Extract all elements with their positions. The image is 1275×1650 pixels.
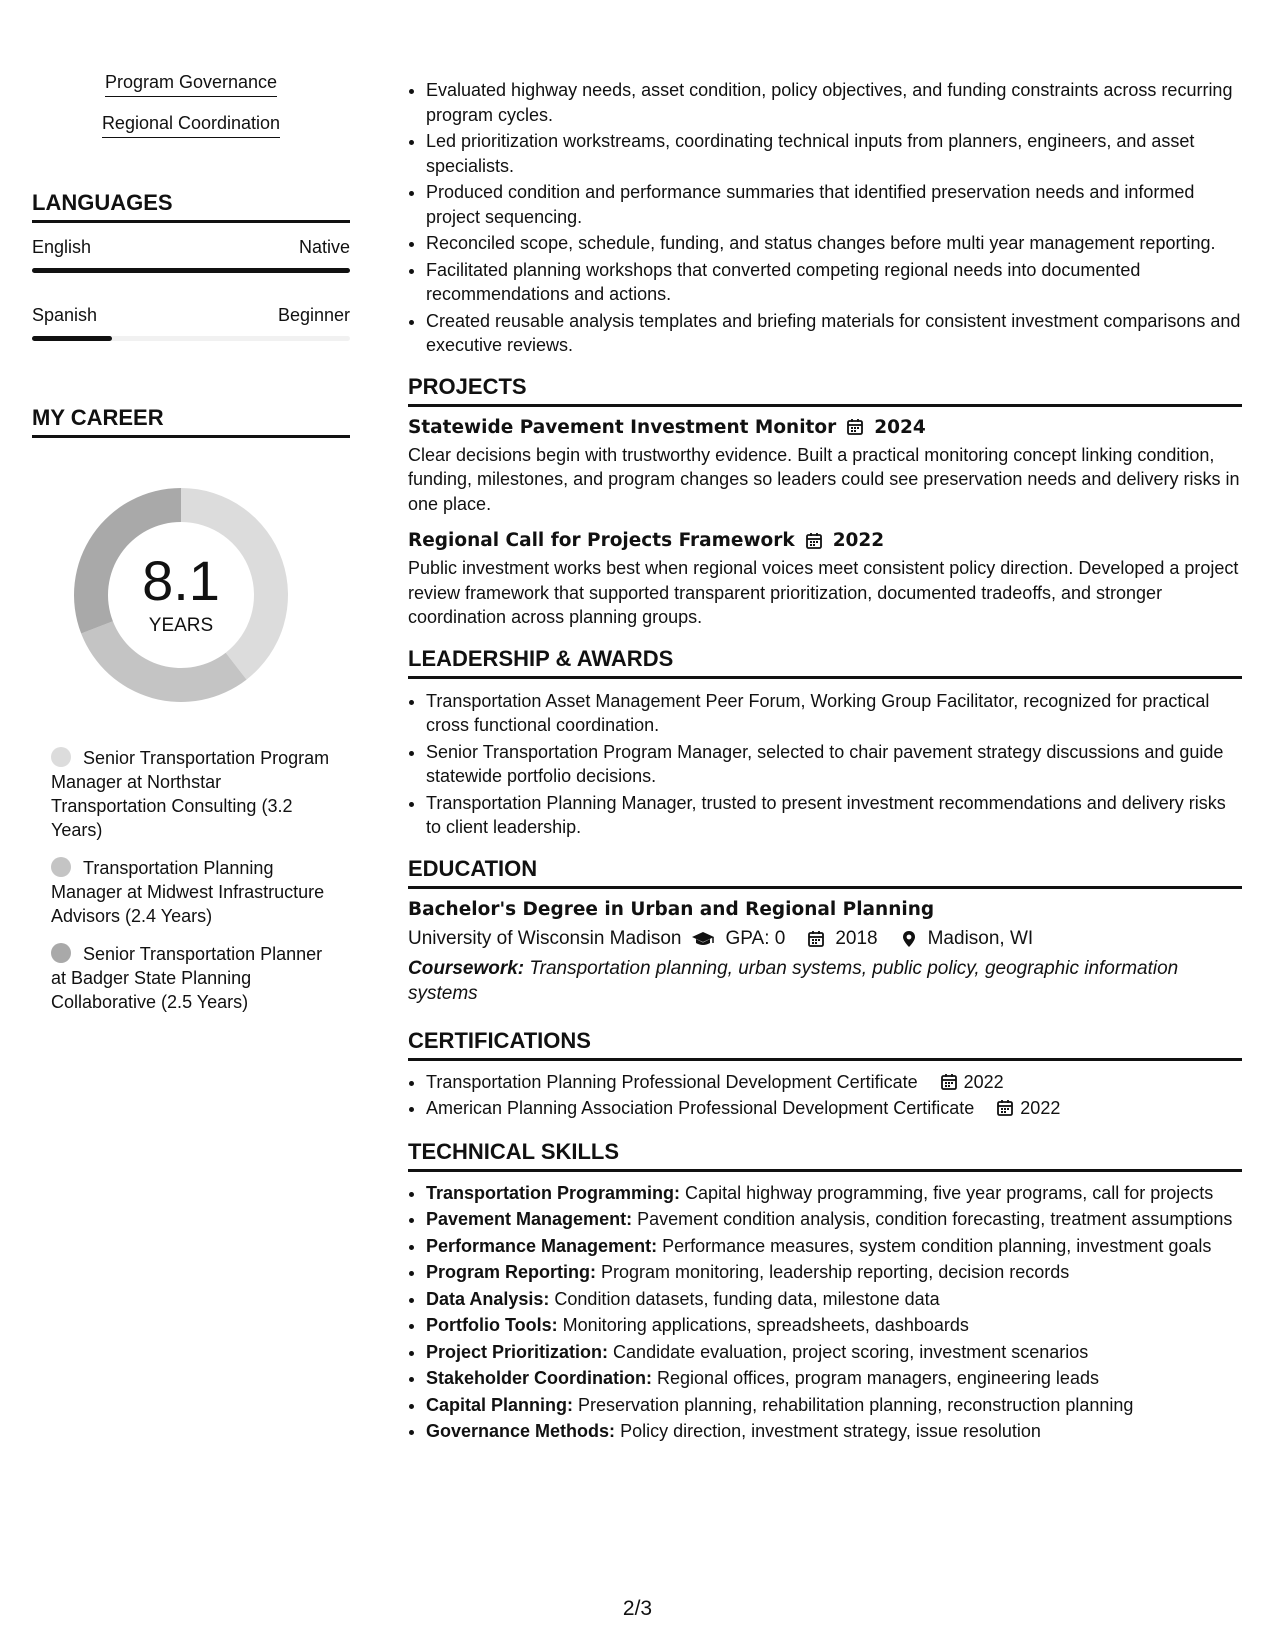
experience-bullet: • Produced condition and performance summaries that identified preservation needs and informed project sequencing. bbox=[426, 180, 1242, 229]
skill-category: Performance Management: bbox=[426, 1235, 658, 1256]
certification-year: 2022 bbox=[963, 1071, 1004, 1092]
graduation-cap-icon bbox=[691, 930, 715, 948]
career-legend-item bbox=[51, 942, 331, 1014]
page-number: 2/3 bbox=[622, 1597, 653, 1620]
projects-section bbox=[408, 374, 1242, 630]
skill-item bbox=[426, 1207, 1242, 1232]
project-description: Clear decisions begin with trustworthy evidence. Built a practical monitoring concept linking condition, funding, milestones, and program changes so leaders could see preservation needs and delivery risks in one place. bbox=[408, 444, 1240, 514]
school-name: University of Wisconsin Madison bbox=[408, 927, 682, 949]
leadership-heading: LEADERSHIP & AWARDS bbox=[408, 646, 1242, 679]
certification-item bbox=[426, 1096, 1242, 1121]
leadership-item: • Transportation Asset Management Peer Forum, Working Group Facilitator, recognized for practical cross functional coordination. bbox=[426, 689, 1242, 738]
certifications-section bbox=[408, 1028, 1242, 1121]
experience-bullet: • Reconciled scope, schedule, funding, and status changes before multi year management reporting. bbox=[426, 231, 1242, 256]
language-level: Native bbox=[298, 237, 350, 257]
legend-label: Transportation Planning Manager at Midwest Infrastructure Advisors (2.4 Years) bbox=[51, 858, 325, 926]
education-heading: EDUCATION bbox=[408, 856, 1242, 889]
leadership-list bbox=[408, 689, 1242, 840]
project-item bbox=[408, 530, 1242, 630]
skill-detail: Candidate evaluation, project scoring, investment scenarios bbox=[613, 1341, 1089, 1362]
language-level: Beginner bbox=[277, 305, 350, 325]
calendar-icon bbox=[940, 1073, 958, 1091]
skill-detail: Performance measures, system condition planning, investment goals bbox=[662, 1235, 1212, 1256]
education-section bbox=[408, 856, 1242, 1006]
languages-heading: LANGUAGES bbox=[32, 190, 350, 223]
skill-detail: Policy direction, investment strategy, issue resolution bbox=[620, 1421, 1041, 1441]
career-legend-item bbox=[51, 746, 331, 842]
career-total bbox=[66, 480, 296, 710]
project-title: Statewide Pavement Investment Monitor bbox=[408, 416, 837, 438]
skill-item bbox=[426, 1419, 1242, 1444]
project-year: 2024 bbox=[874, 416, 926, 438]
legend-dot bbox=[51, 943, 71, 963]
skill-detail: Regional offices, program managers, engineering leads bbox=[657, 1368, 1099, 1388]
project-description: Public investment works best when regional voices meet consistent policy direction. Developed a project review framework that supported transparent prioritization, documented tradeoffs, and stronger coordination across planning groups. bbox=[408, 558, 1239, 627]
coursework-label: Coursework: bbox=[408, 957, 525, 979]
experience-bullet: • Created reusable analysis templates and briefing materials for consistent investment comparisons and executive reviews. bbox=[426, 309, 1242, 358]
skill-item bbox=[426, 1393, 1242, 1418]
skill-item bbox=[426, 1340, 1242, 1365]
language-proficiency-fill bbox=[32, 336, 112, 341]
calendar-icon bbox=[805, 532, 823, 550]
main-content bbox=[408, 78, 1242, 1446]
skill-category: Portfolio Tools: bbox=[426, 1315, 558, 1335]
skill-detail: Program monitoring, leadership reporting, decision records bbox=[601, 1262, 1070, 1282]
language-proficiency-fill bbox=[32, 268, 350, 273]
skill-item bbox=[426, 1181, 1242, 1206]
skill-item bbox=[426, 1366, 1242, 1391]
language-proficiency-bar bbox=[32, 268, 350, 273]
skill-item bbox=[426, 1234, 1242, 1259]
skill-category: Program Reporting: bbox=[426, 1262, 597, 1282]
skill-detail: Condition datasets, funding data, milestone data bbox=[554, 1288, 940, 1309]
leadership-item: • Transportation Planning Manager, trusted to present investment recommendations and delivery risks to client leadership. bbox=[426, 791, 1242, 840]
skill-category: Data Analysis: bbox=[426, 1288, 550, 1309]
language-item bbox=[32, 237, 350, 273]
education-meta bbox=[408, 928, 1242, 950]
project-title: Regional Call for Projects Framework bbox=[408, 530, 795, 551]
language-name: English bbox=[32, 237, 92, 257]
skills-section bbox=[408, 1139, 1242, 1444]
career-legend-item bbox=[51, 856, 331, 928]
gpa: GPA: 0 bbox=[725, 927, 786, 949]
languages-list bbox=[32, 237, 350, 341]
skills-list bbox=[408, 1181, 1242, 1444]
skill-category: Stakeholder Coordination: bbox=[426, 1368, 653, 1388]
legend-dot bbox=[51, 747, 71, 767]
language-name: Spanish bbox=[32, 305, 98, 325]
certification-year: 2022 bbox=[1020, 1098, 1061, 1118]
coursework bbox=[408, 956, 1242, 1006]
certifications-heading: CERTIFICATIONS bbox=[408, 1028, 1242, 1061]
projects-heading: PROJECTS bbox=[408, 374, 1242, 407]
career-total-unit: YEARS bbox=[148, 615, 214, 636]
legend-label: Senior Transportation Planner at Badger State Planning Collaborative (2.5 Years) bbox=[51, 944, 323, 1012]
experience-bullet: • Led prioritization workstreams, coordinating technical inputs from planners, engineers, and asset specialists. bbox=[426, 129, 1242, 178]
certifications-list bbox=[408, 1070, 1242, 1121]
leadership-section bbox=[408, 646, 1242, 840]
location-pin-icon bbox=[900, 930, 918, 948]
graduation-year: 2018 bbox=[835, 927, 878, 949]
calendar-icon bbox=[996, 1099, 1014, 1117]
certification-name: • Transportation Planning Professional Development Certificate bbox=[426, 1071, 918, 1092]
school-location: Madison, WI bbox=[927, 927, 1034, 949]
career-legend bbox=[51, 746, 331, 1014]
skill-tag: Regional Coordination bbox=[102, 113, 280, 138]
skill-item bbox=[426, 1287, 1242, 1312]
leadership-item: • Senior Transportation Program Manager, selected to chair pavement strategy discussions and guide statewide portfolio decisions. bbox=[426, 740, 1242, 789]
language-item bbox=[32, 305, 350, 341]
skills-heading: TECHNICAL SKILLS bbox=[408, 1139, 1242, 1172]
coursework-text: Transportation planning, urban systems, public policy, geographic information systems bbox=[408, 957, 1179, 1004]
skill-detail: Capital highway programming, five year programs, call for projects bbox=[685, 1182, 1214, 1203]
career-total-value: 8.1 bbox=[142, 549, 220, 612]
skill-tag: Program Governance bbox=[105, 72, 277, 97]
experience-bullet: • Facilitated planning workshops that converted competing regional needs into documented recommendations and actions. bbox=[426, 258, 1242, 307]
degree-title: Bachelor's Degree in Urban and Regional Planning bbox=[408, 898, 935, 920]
project-item bbox=[408, 417, 1242, 517]
language-proficiency-bar bbox=[32, 336, 350, 341]
certification-name: • American Planning Association Professional Development Certificate bbox=[426, 1098, 975, 1118]
skill-category: Transportation Programming: bbox=[426, 1182, 681, 1203]
skill-tags bbox=[32, 72, 350, 138]
skill-detail: Preservation planning, rehabilitation planning, reconstruction planning bbox=[578, 1394, 1134, 1415]
calendar-icon bbox=[807, 930, 825, 948]
experience-bullet: • Evaluated highway needs, asset condition, policy objectives, and funding constraints across recurring program cycles. bbox=[426, 78, 1242, 127]
sidebar bbox=[32, 72, 350, 1028]
skill-category: Capital Planning: bbox=[426, 1394, 574, 1415]
legend-dot bbox=[51, 857, 71, 877]
legend-label: Senior Transportation Program Manager at Northstar Transportation Consulting (3.2 Years) bbox=[51, 748, 330, 840]
skill-category: Project Prioritization: bbox=[426, 1341, 609, 1362]
calendar-icon bbox=[846, 418, 864, 436]
skill-category: Pavement Management: bbox=[426, 1209, 633, 1229]
skill-category: Governance Methods: bbox=[426, 1421, 616, 1441]
certification-item bbox=[426, 1070, 1242, 1095]
skill-detail: Pavement condition analysis, condition forecasting, treatment assumptions bbox=[637, 1209, 1233, 1229]
project-year: 2022 bbox=[832, 530, 885, 551]
skill-item bbox=[426, 1260, 1242, 1285]
career-heading: MY CAREER bbox=[32, 405, 350, 438]
skill-item bbox=[426, 1313, 1242, 1338]
experience-bullets bbox=[408, 78, 1242, 358]
career-donut-chart bbox=[66, 480, 296, 710]
skill-detail: Monitoring applications, spreadsheets, dashboards bbox=[562, 1315, 969, 1335]
